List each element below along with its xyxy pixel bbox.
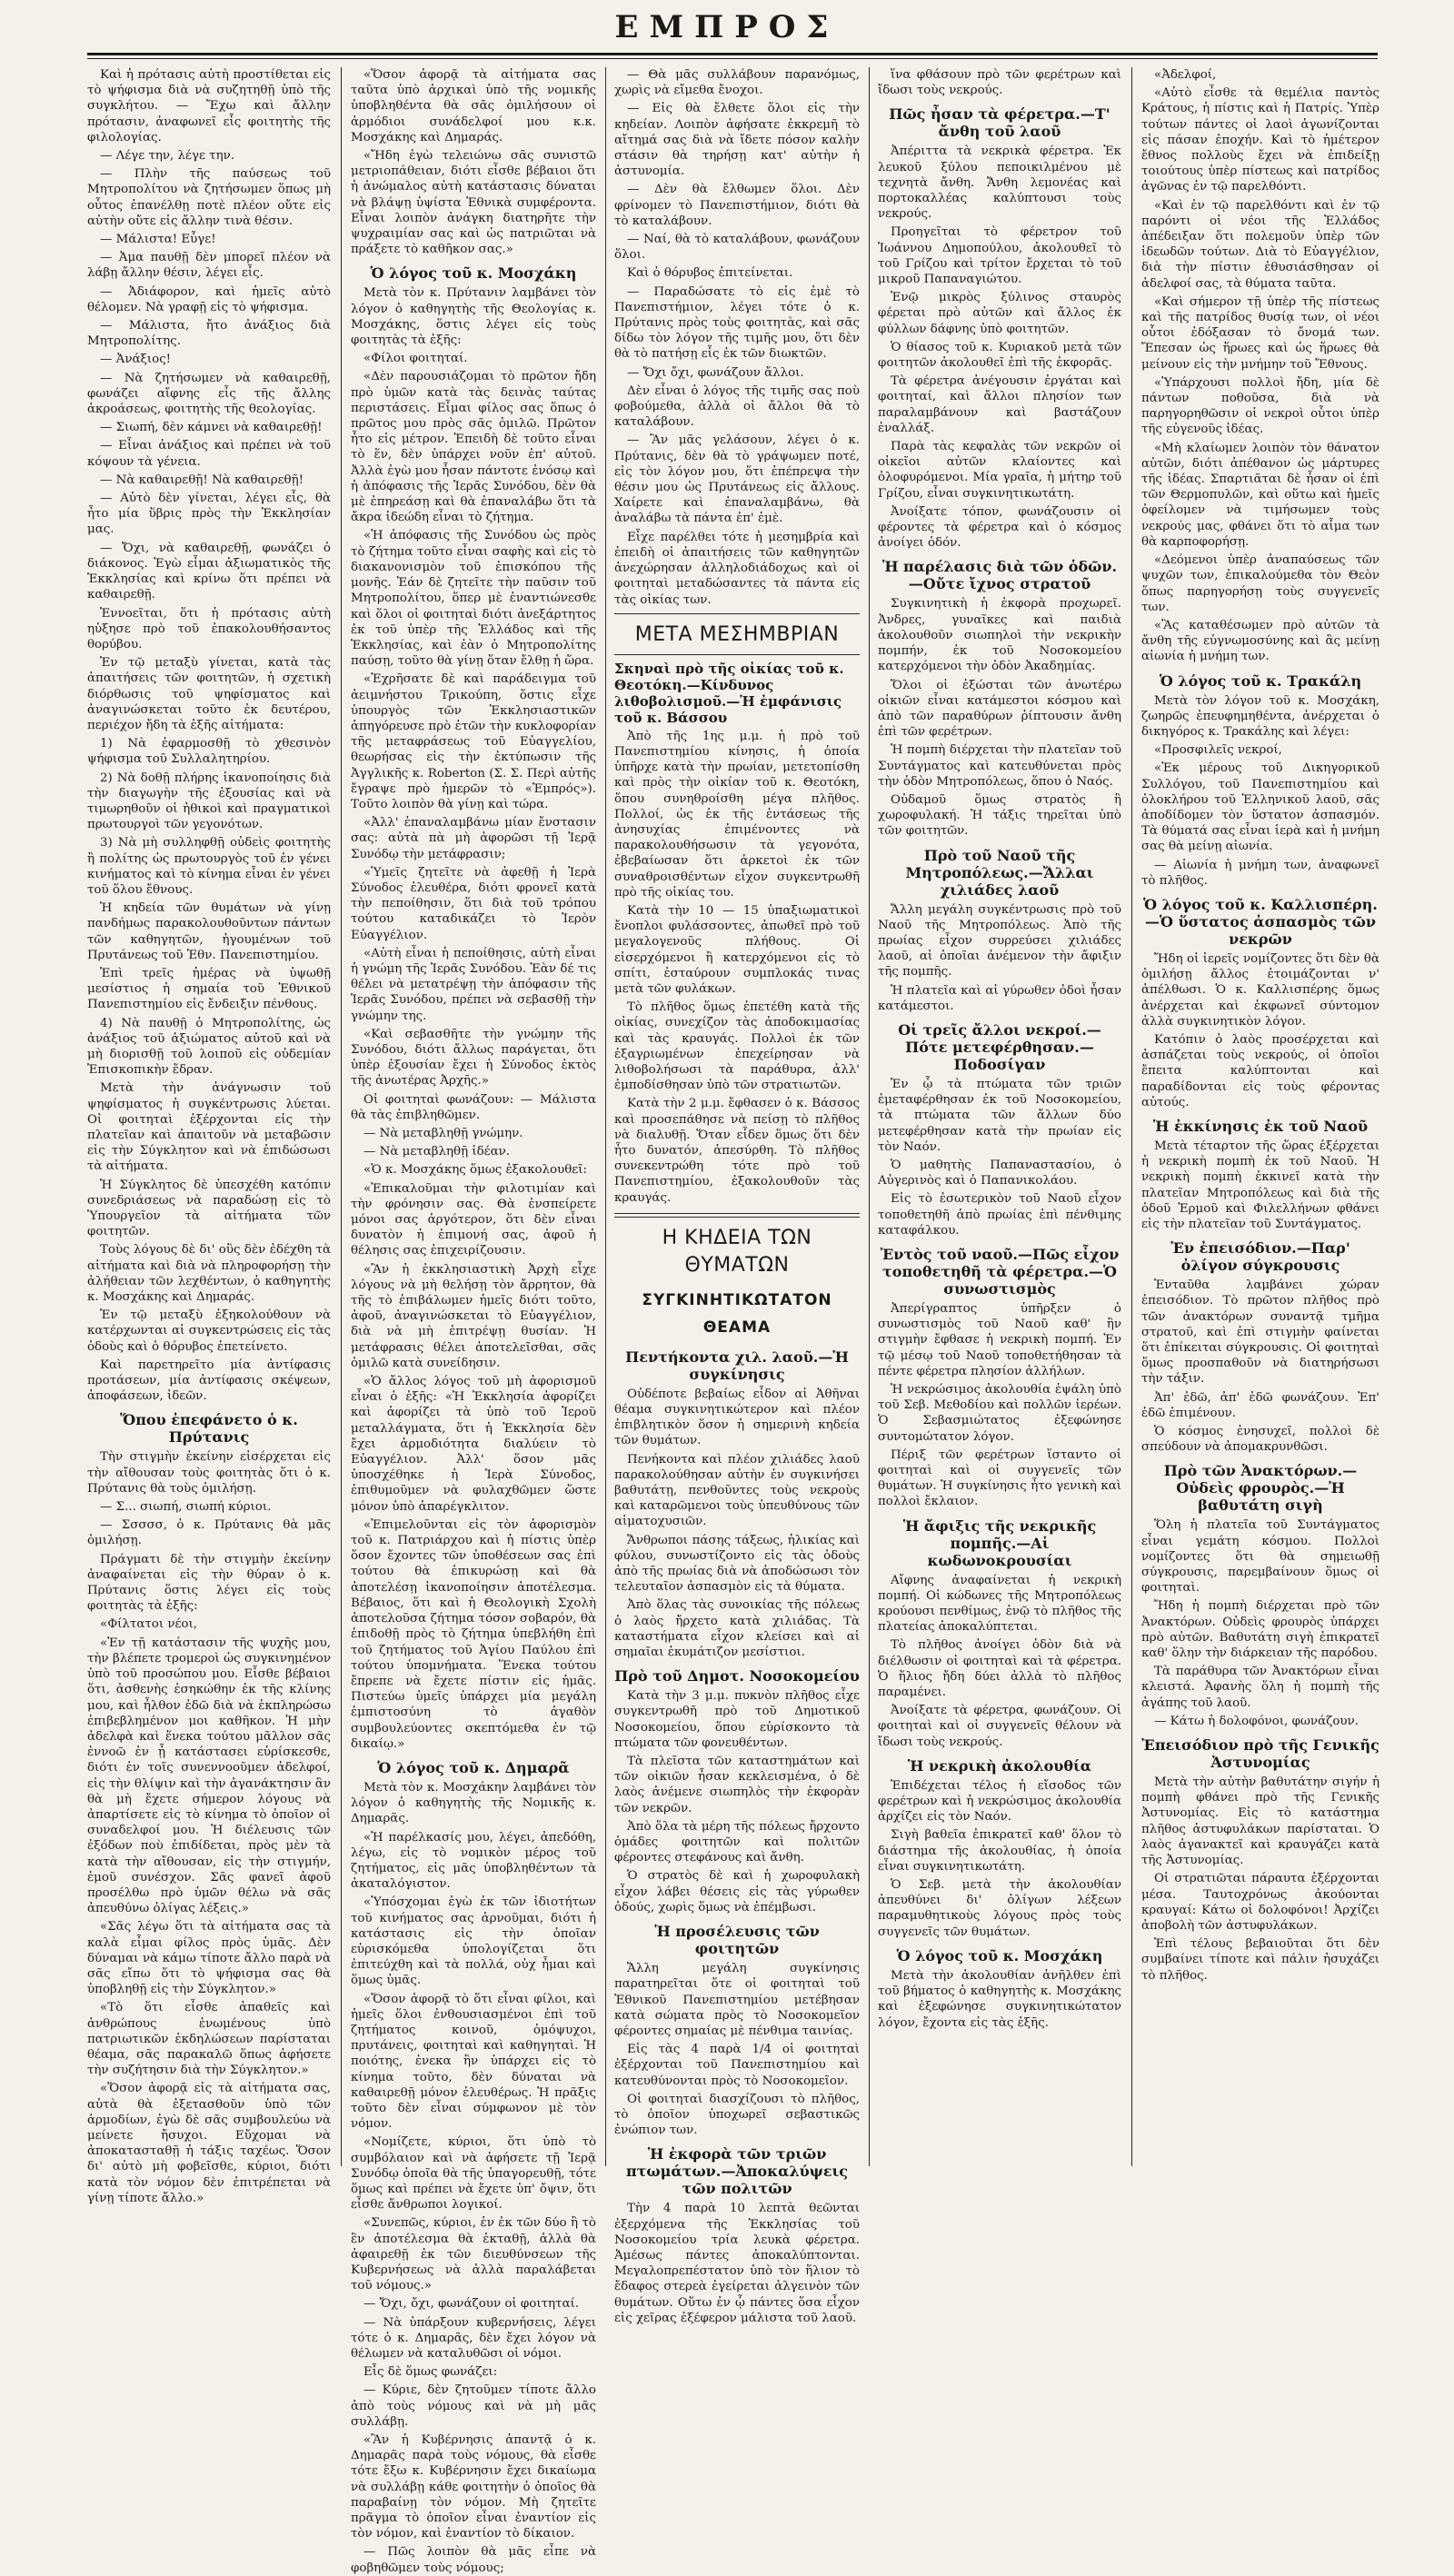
paragraph: Τὴν στιγμὴν ἐκείνην εἰσέρχεται εἰς τὴν αἴθουσαν τοὺς φοιτητὰς ὅτι ὁ κ. Πρύτανις θὰ τοὺς ὁμιλήσῃ.	[87, 1450, 331, 1496]
column-3	[614, 67, 860, 2325]
paragraph: ἵνα φθάσουν πρὸ τῶν φερέτρων καὶ ἴδωσι τοὺς νεκρούς.	[878, 68, 1121, 98]
paragraph: Οἱ φοιτηταὶ διασχίζουσι τὸ πλῆθος, τὸ ὁποῖον ὑποχωρεῖ σεβαστικῶς ἐνώπιον των.	[614, 2092, 860, 2138]
paragraph: — Ὄχι ὄχι, φωνάζουν ἄλλοι.	[627, 365, 804, 380]
paragraph: 4) Νὰ παυθῇ ὁ Μητροπολίτης, ὡς ἀνάξιος τοῦ ἀξιώματος αὐτοῦ καὶ νὰ μὴ διορισθῇ τοῦ λοιποῦ εἰς οὐδεμίαν Ἐπισκοπικὴν ἕδραν.	[87, 1016, 331, 1078]
paragraph: «Δεόμενοι ὑπὲρ ἀναπαύσεως τῶν ψυχῶν των, ἐπικαλούμεθα τὸν Θεὸν ὅπως παρηγορήσῃ τοὺς συγγενεῖς των.	[1141, 553, 1379, 614]
paragraph: «Ὅσον ἀφορᾷ τὸ ὅτι εἶναι φίλοι, καὶ ἡμεῖς ὅλοι ἐνθουσιασμένοι ἐπὶ τοῦ ζητήματος κοινοῦ, ὁμόψυχοι, πρυτάνεις, φοιτηταὶ καὶ καθηγηταὶ. Ἡ ποιότης, ἐνεκα ἣν ὑπάρχει εἰς τὸ κίνημα τοῦτο, δὲν δύναται νὰ καθαιρεθῇ μόνον ἐλευθέρως. Ἡ πρᾶξις τοῦτο δὲν εἶναι σύμφωνον μὲ τὸν νόμον.	[351, 1992, 596, 2132]
paragraph: — Ἀδιάφορον, καὶ ἡμεῖς αὐτὸ θέλομεν. Νὰ γραφῇ εἰς τὸ ψήφισμα.	[87, 284, 331, 314]
paragraph: — Ἂν μᾶς γελάσουν, λέγει ὁ κ. Πρύτανις, δὲν θὰ τὸ γράψωμεν ποτέ, εἰς τὸν λόγον μου, ὅτι ἐπέπρεψα τὴν θέσιν μου ὡς Πρυτάνεως εἰς ἄλλους. Χαίρετε καὶ ἐπαναλαμβάνω, θὰ ἀναλάβω τὰ πάντα ἐπ' ἐμὲ.	[614, 433, 860, 526]
paragraph: Τὴν 4 παρὰ 10 λεπτὰ θεῶνται ἐξερχόμενα τῆς Ἐκκλησίας τοῦ Νοσοκομείου τρία λευκὰ φέρετρα. Ἀμέσως πάντες ἀποκαλύπτονται. Μεγαλοπρεπέστατον ὑπὸ τὸν ἥλιον τὸ ἔδαφος στερεὰ ἐγείρεται ἀλγεινὸν τῶν θυμάτων. Οὕτω ἐν ᾧ πάντες ὅσα εἶχον εἰς χεῖρας ἐξέφερον μάλιστα τοῦ λαοῦ.	[614, 2202, 860, 2325]
paragraph: — Θὰ μᾶς συλλάβουν παρανόμως, χωρὶς νὰ εἴμεθα ἔνοχοι.	[614, 68, 860, 98]
paragraph: «Αὐτὸ εἶσθε τὰ θεμέλια παντὸς Κράτους, ἡ πίστις καὶ ἡ Πατρίς. Ὑπὲρ τούτων πάντες οἱ λαοὶ ἀγωνίζονται εἰς πάσαν ἐποχήν. Καὶ τὸ ἡμέτερον ἔθνος πολλοὺς ἔχει νὰ ἐπιδείξῃ τοιούτους ὑπὲρ πίστεως καὶ πατρίδος ἀγῶνας ἐν τῷ παρελθόντι.	[1141, 86, 1379, 194]
paragraph: Πράγματι δὲ τὴν στιγμὴν ἐκείνην ἀναφαίνεται εἰς τὴν θύραν ὁ κ. Πρύτανις ὅστις λέγει εἰς τοὺς φοιτητὰς τὰ ἑξῆς:	[87, 1552, 331, 1614]
paragraph: «Φίλτατοι νέοι,	[100, 1617, 197, 1632]
section-heading: Πεντήκοντα χιλ. λαοῦ.—Ἡ συγκίνησις	[625, 1348, 849, 1383]
section-heading: Οἱ τρεῖς ἄλλοι νεκροί.—Πότε μετεφέρθησαν.—Ποδοσίγαν	[898, 1020, 1101, 1073]
paragraph: — Εἰς θὰ ἔλθετε ὅλοι εἰς τὴν κηδείαν. Λοιπὸν ἀφήσατε ἐκκρεμῆ τὸ αἴτημά σας διὰ νὰ ἴδετε πόσον καλὴν στάσιν θὰ τηρήσῃ κατ' αὐτὴν ἡ ἀστυνομία.	[614, 102, 860, 179]
paragraph: — Σιωπή, δὲν κάμνει νὰ καθαιρεθῇ!	[100, 421, 323, 435]
paragraph: Οἱ στρατιῶται πάραυτα ἐξέρχονται μέσα. Ταυτοχρόνως ἀκούονται κραυγαί: Κάτω οἱ δολοφόνοι! Ἀρχίζει ἀποβολὴ τῶν ἀστυφυλάκων.	[1141, 1872, 1379, 1933]
paragraph: Ἐν ᾧ τὰ πτώματα τῶν τριῶν ἐμεταφέρθησαν ἐκ τοῦ Νοσοκομείου, τὰ πτώματα τῶν ἄλλων δύο μετεφέρθησαν κατὰ τὴν πρωίαν εἰς τὸν Ναόν.	[878, 1077, 1121, 1154]
paragraph: «Καὶ σήμερον τῇ ὑπὲρ τῆς πίστεως καὶ τῆς πατρίδος θυσίᾳ των, οἱ νέοι οὗτοι ἐδόξασαν τὸ ὄνομά των. Ἔπεσαν ὡς ἥρωες καὶ ὡς ἥρωες θὰ μείνουν εἰς τὴν μνήμην τοῦ Ἔθνους.	[1141, 294, 1379, 372]
paragraph: — Μάλιστα, ἤτο ἀνάξιος διὰ Μητροπολίτης.	[87, 319, 331, 349]
paragraph: Παρὰ τὰς κεφαλὰς τῶν νεκρῶν οἱ οἰκεῖοι αὐτῶν κλαίοντες καὶ ὀλοφυρόμενοι. Μία γραῖα, ἡ μήτηρ τοῦ Γρίζου, εἶναι συγκινητικωτάτη.	[878, 440, 1121, 501]
column-divider	[605, 67, 606, 2166]
paragraph: Ἤδη οἱ ἱερεῖς νομίζοντες ὅτι δὲν θὰ ὁμιλήσῃ ἄλλος ἐτοιμάζονται ν' ἀπέλθωσι. Ὁ κ. Καλλισπέρης ὅμως ἀνέρχεται καὶ ἐκφωνεῖ σύντομον ἀλλὰ συγκινητικὸν λόγον.	[1141, 951, 1379, 1029]
column-4	[878, 67, 1121, 2166]
section-heading: Πῶς ἦσαν τὰ φέρετρα.—Τ' ἄνθη τοῦ λαοῦ	[889, 105, 1110, 141]
paragraph: «Σᾶς λέγω ὅτι τὰ αἰτήματα σας τὰ καλὰ εἶμαι φίλος πρὸς ὑμᾶς. Δὲν δύναμαι νὰ κάμω τίποτε ἄλλο παρὰ νὰ σᾶς εἴπω ὅτι τὸ ψήφισμα σας θὰ ὑποβληθῇ εἰς τὴν Σύγκλητον.»	[87, 1920, 331, 1997]
section-heading: Ὁ λόγος τοῦ κ. Μοσχάκη	[896, 1946, 1103, 1964]
section-heading: Ὁ λόγος τοῦ κ. Καλλισπέρη.—Ὁ ὕστατος ἀσπασμὸς τῶν νεκρῶν	[1143, 895, 1378, 948]
paragraph: Ἀπέριττα τὰ νεκρικὰ φέρετρα. Ἐκ λευκοῦ ξύλου πεποικιλμένου μὲ τεχνητὰ ἄνθη. Ἄνθη λεμονέας καὶ πορτοκαλλέας καλύπτουσι τοὺς νεκρούς.	[878, 144, 1121, 222]
paragraph: — Νὰ μεταβληθῇ ἰδέαν.	[364, 1145, 511, 1159]
column-divider	[341, 67, 342, 2166]
column-2	[351, 67, 596, 2575]
paragraph: «Ἤδη ἐγὼ τελειώνω σᾶς συνιστῶ μετριοπάθειαν, διότι εἶσθε βέβαιοι ὅτι ἡ ἀνώμαλος αὐτὴ κατάστασις δύναται νὰ βλάψῃ ὑψίστα Ἐθνικὰ συμφέροντα. Εἶναι λοιπὸν ἀνάγκη διατηρῆτε τὴν ψυχραιμίαν σας καὶ ὡς πατριῶται νὰ πράξετε τὸ καθῆκον σας.»	[351, 149, 596, 257]
section-heading: Ἡ παρέλασις διὰ τῶν ὁδῶν.—Οὔτε ἴχνος στρατοῦ	[881, 558, 1118, 593]
paragraph: Μετὰ τὸν κ. Πρύτανιν λαμβάνει τὸν λόγον ὁ καθηγητὴς τῆς Θεολογίας κ. Μοσχάκης, ὅστις λέγει εἰς τοὺς φοιτητὰς τὰ ἑξῆς:	[351, 286, 596, 348]
paragraph: «Ὁ κ. Μοσχάκης ὅμως ἐξακολουθεῖ:	[364, 1163, 587, 1178]
paragraph: Σιγὴ βαθεῖα ἐπικρατεῖ καθ' ὅλον τὸ διάστημα τῆς ἀκολουθίας, ἡ ὁποία εἶναι συγκινητικωτάτη.	[878, 1828, 1121, 1874]
paragraph: «Ἀλλ' ἐπαναλαμβάνω μίαν ἔνστασιν σας: αὐτὰ πὰ μὴ ἀφορῶσι τῇ Ἱερᾷ Συνόδῳ τὴν μετάφρασιν;	[351, 816, 596, 861]
column-divider	[869, 67, 870, 2166]
paragraph: Ἡ πομπὴ διέρχεται τὴν πλατεῖαν τοῦ Συντάγματος καὶ κατευθύνεται πρὸς τὴν ὁδὸν Μητροπόλεως, ὅπου ὁ Ναός.	[878, 743, 1121, 789]
section-heading: Ἡ νεκρικὴ ἀκολουθία	[907, 1756, 1092, 1775]
paragraph: — Ναί, θὰ τὸ καταλάβουν, φωνάζουν ὅλοι.	[614, 233, 860, 263]
paragraph: Προηγεῖται τὸ φέρετρον τοῦ Ἰωάννου Δημοπούλου, ἀκολουθεῖ τὸ τοῦ Γρίζου καὶ τρίτον ἔρχεται τὸ τοῦ μικροῦ Παπαναγιώτου.	[878, 225, 1121, 287]
paragraph: — Πῶς λοιπὸν θὰ μᾶς εἶπε νὰ φοβηθῶμεν τοὺς νόμους;	[351, 2545, 596, 2575]
paragraph: — Κύριε, δὲν ζητοῦμεν τίποτε ἄλλο ἀπὸ τοὺς νόμους καὶ νὰ μὴ μᾶς συλλάβῃ.	[351, 2383, 596, 2429]
paragraph: «Νομίζετε, κύριοι, ὅτι ὑπὸ τὸ συμβόλαιον καὶ νὰ ἀφήσετε τῇ Ἱερᾷ Συνόδῳ ὁποῖα θὰ τῆς ὑπαγορευθῇ, τότε ὅμως καὶ πρέπει νὰ ἔχετε ὑπ' ὄψιν, ὅτι εἶσθε ἄνθρωποι λογικοί.	[351, 2135, 596, 2213]
section-banner: Η ΚΗΔΕΙΑ ΤΩΝ ΘΥΜΑΤΩΝ	[662, 1226, 812, 1277]
paragraph: — Ἀμα παυθῇ δὲν μπορεῖ πλέον νὰ λάβῃ ἄλλην θέσιν, λέγει εἷς.	[87, 251, 331, 281]
paragraph: Εἶχε παρέλθει τότε ἡ μεσημβρία καὶ ἐπειδὴ οἱ ἀπαιτήσεις τῶν καθηγητῶν ἀνεχώρησαν ἀλληλοδιάδοχως καὶ οἱ φοιτηταὶ μεταδώσαντες τὰ πάντα εἰς τὰς οἰκίας των.	[614, 530, 860, 607]
paragraph: Ἐπιδέχεται τέλος ἡ εἴσοδος τῶν φερέτρων καὶ ἡ νεκρώσιμος ἀκολουθία ἀρχίζει εἰς τὸν Ναόν.	[878, 1778, 1121, 1825]
paragraph: «Ὅσον ἀφορᾷ τὰ αἰτήματα σας ταῦτα ὑπὸ ἀρχικαὶ ὑπὸ τῆς νομικῆς ὑποβληθέντα θὰ σᾶς ὁμιλήσουν οἱ ἁρμόδιοι συνάδελφοί μου κ.κ. Μοσχάκης καὶ Δημαράς.	[351, 68, 596, 144]
section-rule	[614, 613, 860, 614]
paragraph: Ἤδη ἡ πομπὴ διέρχεται πρὸ τῶν Ἀνακτόρων. Οὐδεὶς φρουρὸς ὑπάρχει πρὸ αὐτῶν. Βαθυτάτη σιγὴ ἐπικρατεῖ καθ' ὅλην τὴν διάρκειαν τῆς παρόδου.	[1141, 1599, 1379, 1661]
section-subbanner: ΣΥΓΚΙΝΗΤΙΚΩΤΑΤΟΝ ΘΕΑΜΑ	[642, 1290, 832, 1337]
section-heading: Πρὸ τῶν Ἀνακτόρων.—Οὐδεὶς φρουρὸς.—Ἡ βαθυτάτη σιγὴ	[1163, 1462, 1358, 1515]
paragraph: Ἡ κηδεία τῶν θυμάτων νὰ γίνῃ πανδήμως παρακολουθοῦντων πάντων τῶν καθηγητῶν, ἡγουμένων τοῦ Πρυτάνεως τοῦ Ἐθν. Πανεπιστημίου.	[87, 901, 331, 962]
section-heading: Ἡ ἄφιξις τῆς νεκρικῆς πομπῆς.—Αἱ κωδωνοκρουσίαι	[902, 1517, 1097, 1569]
paragraph: Κατὰ τὴν 2 μ.μ. ἔφθασεν ὁ κ. Βάσσος καὶ προσεπάθησε νὰ πείσῃ τὸ πλῆθος νὰ διαλυθῇ. Ὅταν εἶδεν ὅμως ὅτι δὲν ἦτο δυνατόν, ἀπεσύρθη. Τὸ πλῆθος συνεκεντρώθη τότε πρὸ τοῦ Πανεπιστημίου, ἐξακολουθοῦν τὰς κραυγάς.	[614, 1097, 860, 1205]
paragraph: «Ὁ ἄλλος λόγος τοῦ μὴ ἀφορισμοῦ εἶναι ὁ ἑξῆς: «Ἡ Ἐκκλησία ἀφορίζει καὶ ἀφορίζει τὰ ὑπὸ τοῦ Ἱεροῦ μεταλλάγματα, ὅτι ἡ Ἐκκλησία δὲν ἔχει ἀρμοδιότητα διαλύειν τὸ Εὐαγγέλιον. Ἀλλ' ὅσον μᾶς ὑποσχέθηκε ἡ Ἱερὰ Σύνοδος, ἐπιθυμοῦμεν νὰ φυλαχθῶμεν ὥστε μόνον ὑπὸ ἀπαρέγκλιτον.	[351, 1375, 596, 1514]
paragraph: Συγκινητικὴ ἡ ἐκφορὰ προχωρεῖ. Ἀνδρες, γυναῖκες καὶ παιδιὰ ἀκολουθοῦν σιωπηλοὶ τὴν νεκρικὴν πομπήν, ἐκ τοῦ Νοσοκομείου κατερχόμενοι τὴν ὁδὸν Ἀκαδημίας.	[878, 597, 1121, 674]
paragraph: Τὰ φέρετρα ἀνέγουσιν ἐργάται καὶ φοιτηταί, καὶ ἄλλοι πλησίον των παραλαμβάνουν καὶ βαστάζουν ἐναλλάξ.	[878, 374, 1121, 435]
paragraph: — Νὰ ὑπάρξουν κυβερνήσεις, λέγει τότε ὁ κ. Δημαρᾶς, δὲν ἔχει λόγον νὰ θέλωμεν νὰ καταλυθῶσι οἱ νόμοι.	[351, 2315, 596, 2362]
paragraph: Ἡ Σύγκλητος δὲ ὑπεσχέθη κατόπιν συνεδριάσεως νὰ παραδώσῃ εἰς τὸ Ὑπουργεῖον τὰ αἰτήματα τῶν φοιτητῶν.	[87, 1178, 331, 1239]
paragraph: — Πλὴν τῆς παύσεως τοῦ Μητροπολίτου νὰ ζητήσωμεν ὅπως μὴ οὗτος ἐπανέλθῃ ποτὲ πλέον οὔτε εἰς αὐτὴν οὔτε εἰς ἄλλην τινὰ θέσιν.	[87, 167, 331, 228]
paragraph: — Ἀνάξιος!	[100, 353, 172, 367]
paragraph: Ἀπὸ τῆς 1ης μ.μ. ἡ πρὸ τοῦ Πανεπιστημίου κίνησις, ἡ ὁποία ὑπῆρχε κατὰ τὴν πρωίαν, μετετοπίσθη καὶ πρὸς τὴν οἰκίαν τοῦ κ. Θεοτόκη, ὅπου συνηθροίσθη μέγα πλῆθος. Πολλοί, ὡς ἐκ τῆς ἐντάσεως τῆς ἀνησυχίας ἐπιμένοντες νὰ παρακολουθήσωσιν τὰ γεγονότα, ἐβεβαίωσαν ὅτι ἀρκετοὶ ἐκ τῶν συναθροισθέντων εἶχον συγκεντρωθῆ πρὸ τῆς οἰκίας του.	[614, 729, 860, 900]
paragraph: Ἡ νεκρώσιμος ἀκολουθία ἐψάλη ὑπὸ τοῦ Σεβ. Μεθοδίου καὶ πολλῶν ἱερέων. Ὁ Σεβασμιώτατος ἐξεφώνησε συντομώτατον λόγον.	[878, 1383, 1121, 1444]
section-banner: ΜΕΤΑ ΜΕΣΗΜΒΡΙΑΝ	[634, 622, 840, 646]
paragraph: «Αὐτὴ εἶναι ἡ πεποίθησις, αὐτὴ εἶναι ἡ γνώμη τῆς Ἱερᾶς Συνόδου. Ἐὰν δέ τις θέλει νὰ μετατρέψῃ τὴν ἀπόφασιν τῆς Ἱερᾶς Συνόδου, πρέπει νὰ σεβασθῇ τὴν γνώμην της.	[351, 946, 596, 1023]
paragraph: — Εἶναι ἀνάξιος καὶ πρέπει νὰ τοῦ κόψουν τὰ γένεια.	[87, 439, 331, 469]
paragraph: Τὸ πλῆθος ὅμως ἐπετέθη κατὰ τῆς οἰκίας, συνεχίζον τὰς ἀποδοκιμασίας καὶ τὰς κραυγάς. Πολλοὶ ἐκ τῶν ἐξαγριωμένων ἐπεχείρησαν νὰ λιθοβολήσωσι τὰ παράθυρα, ἀλλ' ἐμποδίσθησαν ὑπὸ τῶν στρατιωτῶν.	[614, 1000, 860, 1093]
paragraph: Δὲν εἶναι ὁ λόγος τῆς τιμῆς σας ποὺ φοβούμεθα, ἀλλὰ οἱ ἄλλοι θὰ τὸ καταλάβουν.	[614, 383, 860, 430]
paragraph: Ἄλλη μεγάλη συγκίνησις παρατηρεῖται ὅτε οἱ φοιτηταὶ τοῦ Ἐθνικοῦ Πανεπιστημίου μετέβησαν κατὰ σώματα πρὸς τὸ Νοσοκομεῖον φέροντες σημαίας μὲ πένθιμα ταινίας.	[614, 1962, 860, 2038]
section-heading: Ὅπου ἐπεφάνετο ὁ κ. Πρύτανις	[120, 1411, 298, 1447]
paragraph: Ἀνοίξατε τὰ φέρετρα, φωνάζουν. Οἱ φοιτηταὶ καὶ οἱ συγγενεῖς θέλουν νὰ ἴδωσι τοὺς νεκρούς.	[878, 1704, 1121, 1749]
paragraph: Τὸ πλῆθος ἀνοίγει ὁδὸν διὰ νὰ διέλθωσιν οἱ φοιτηταὶ καὶ τὰ φέρετρα. Ὁ ἥλιος ἤδη δύει ἀλλὰ τὸ πλῆθος παραμένει.	[878, 1638, 1121, 1700]
paragraph: Ἄλλη μεγάλη συγκέντρωσις πρὸ τοῦ Ναοῦ τῆς Μητροπόλεως. Ἀπὸ τῆς πρωίας εἶχον συρρεύσει χιλιάδες λαοῦ, αἱ ὁποῖαι ἀνέμενον τὴν ἄφιξιν τῆς πομπῆς.	[878, 902, 1121, 980]
section-heading: Ὁ λόγος τοῦ κ. Μοσχάκη	[370, 264, 577, 283]
paragraph: — Δὲν θὰ ἔλθωμεν ὅλοι. Δὲν φρίνομεν τὸ Πανεπιστήμιον, διότι θὰ τὸ καταλάβουν.	[614, 183, 860, 228]
paragraph: — Σσσσσ, ὁ κ. Πρύτανις θὰ μᾶς ὁμιλήσῃ.	[87, 1518, 331, 1548]
paragraph: — Ὄχι, ὄχι, φωνάζουν οἱ φοιτηταί.	[364, 2297, 579, 2312]
paragraph: Κατὰ τὴν 10 — 15 ὑπαξιωματικοὶ ἔνοπλοι φυλάσσοντες, ἀπωθεῖ πρὸ τοῦ μεγαλογενοῦς πλήθους. Οἱ εἰσερχόμενοι ἢ κατερχόμενοι εἰς τὸ σπίτι, ἐσταύρουν συμπλοκάς τινας μετὰ τῶν φυλάκων.	[614, 903, 860, 996]
paragraph: «Ἀδελφοί,	[1154, 68, 1217, 82]
paragraph: Ἡ πλατεῖα καὶ αἱ γύρωθεν ὁδοὶ ἦσαν κατάμεστοι.	[878, 983, 1121, 1013]
paragraph: Ὅλοι οἱ ἐξώσται τῶν ἀνωτέρω οἰκιῶν εἶναι κατάμεστοι κόσμου καὶ ἀπὸ τῶν παραθύρων ῥίπτουσιν ἄνθη ἐπὶ τῶν φερέτρων.	[878, 678, 1121, 740]
paragraph: — Μάλιστα! Εὖγε!	[100, 233, 216, 247]
paragraph: «Ὅσον ἀφορᾷ εἰς τὰ αἰτήματα σας, αὐτὰ θὰ ἐξετασθοῦν ὑπὸ τῶν ἁρμοδίων, ἐγὼ δὲ σᾶς συμβουλεύω νὰ μείνετε ἤσυχοι. Εὔχομαι νὰ ἀποκατασταθῇ ἡ τάξις ταχέως. Ὅσον δι' αὐτὸ μὴ φοβεῖσθε, κύριοι, διότι κατὰ τὸν νόμον δὲν ἐπιτρέπεται νὰ γίνῃ τίποτε ἄλλο.»	[87, 2082, 331, 2205]
paragraph: Αἴφνης ἀναφαίνεται ἡ νεκρικὴ πομπή. Οἱ κώδωνες τῆς Μητροπόλεως κρούουσι πενθίμως, ἐνῷ τὸ πλῆθος τῆς πλατείας ἀποκαλύπτεται.	[878, 1573, 1121, 1635]
paragraph: 1) Νὰ ἐφαρμοσθῇ τὸ χθεσινὸν ψήφισμα τοῦ Συλλαλητηρίου.	[87, 737, 331, 767]
paragraph: «Ἐν τῇ κατάστασιν τῆς ψυχῆς μου, τὴν βλέπετε τρομεροὶ ὡς συγκινημένον ὑπὸ τοῦ προσώπου μου. Εἶσθε βέβαιοι ὅτι, ἀσθενὴς ἐσηκώθην ἐκ τῆς κλίνης μου, καὶ ἦλθον ἐδῶ διὰ νὰ ἐκπληρώσω ἐπιβεβλημένον μοι καθῆκον. Ἡ μὴν ἀδελφὰ καὶ ἕνεκα τούτου μᾶλλον σᾶς ἐννοῶ ἐν ᾗ κατάστασει εὑρίσκεσθε, διότι ἐν τοῖς συνεννοοῦμεν ἀδελφοί, εἰς τὴν θλίψιν καὶ τὴν ἀγανάκτησιν ἂν θὰ μὴ ἔχετε σήμερον λόγους νὰ ἀπαρτίσετε εἰς τὸ κίνημα τὸ ὁποῖον οἱ συναδελφοί μου. Ἡ διέλευσις τῶν ἐξόδων ποὺ ἐπιδίδεται, πρὸς μὲν τὰ κατὰ τὴν αἴθουσαν, εἰς τὴν στιγμήν, ἐμοῦ συνέσχον. Σᾶς φανεῖ ἀφοῦ προσέλθω πρὸ ὑμῶν θέλω νὰ σᾶς ἀπευθύνω ὀλίγας λέξεις.»	[87, 1636, 331, 1916]
paragraph: Ἐπὶ τέλους βεβαιοῦται ὅτι δὲν συμβαίνει τίποτε καὶ πάλιν ἡσυχάζει τὸ πλῆθος.	[1141, 1937, 1379, 1983]
paragraph: Κατὰ τὴν 3 μ.μ. πυκνὸν πλῆθος εἶχε συγκεντρωθῆ πρὸ τοῦ Δημοτικοῦ Νοσοκομείου, ὅπου εὑρίσκοντο τὰ πτώματα τῶν φονευθέντων.	[614, 1689, 860, 1750]
paragraph: Μετὰ τὴν αὐτὴν βαθυτάτην σιγήν ἡ πομπὴ φθάνει πρὸ τῆς Γενικῆς Ἀστυνομίας. Εἰς τὸ κατάστημα πλῆθος ἀστυφυλάκων παρίσταται. Ὁ λαὸς ἀγανακτεῖ καὶ κραυγάζει κατὰ τῆς Ἀστυνομίας.	[1141, 1775, 1379, 1868]
paragraph: — Νὰ ζητήσωμεν νὰ καθαιρεθῇ, φωνάζει αἴφνης εἷς τῆς ἄλλης ἀκροάσεως, φοιτητὴς τῆς θεολογίας.	[87, 371, 331, 417]
masthead-rule-thin	[87, 58, 1378, 59]
paragraph: «Ἡ ἀπόφασις τῆς Συνόδου ὡς πρὸς τὸ ζήτημα τοῦτο εἶναι σαφὴς καὶ εἰς τὸ διακανονισμὸν τοῦ ἐπισκόπου τῆς μονῆς. Ἐάν δὲ ζητεῖτε τὴν παῦσιν τοῦ Μητροπολίτου, ὅπερ μὲ ἐναντιώνεσθε καὶ ὅλοι οἱ φοιτηταὶ διότι ἀνεξάρτητος ἐκ τοῦ ὑπὲρ τῆς Ἑλλάδος καὶ τῆς Ἐκκλησίας, καὶ ἐὰν ὁ Μητροπολίτης παύσῃ, τοῦτο θὰ γίνῃ ὅταν ἔλθῃ ἡ ὥρα.	[351, 529, 596, 669]
column-1	[87, 67, 331, 2205]
paragraph: «Ἂν ἡ Κυβέρνησις ἀπαντᾷ ὁ κ. Δημαρᾶς παρὰ τοὺς νόμους, θὰ εἶσθε τότε ἔξω κ. Κυβέρνησιν ἔχει δικαίωμα νὰ συλλάβῃ κάθε φοιτητὴν ὁ ὁποῖος θὰ παραβαίνῃ τὸν νόμον. Μὴ ζητεῖτε πρᾶγμα τὸ ὁποῖον εἶναι ἐναντίον εἰς τὸν νόμον, καὶ ἐναντίον τὸ δίκαιον.	[351, 2433, 596, 2541]
paragraph: Εἷς δὲ ὅμως φωνάζει:	[364, 2365, 498, 2380]
masthead-rule	[87, 53, 1378, 55]
paragraph: Ἐνῷ μικρὸς ξύλινος σταυρὸς φέρεται πρὸ αὐτῶν καὶ ἄλλος ἐκ φύλλων δάφνης ὑπὸ φοιτητῶν.	[878, 291, 1121, 336]
paragraph: Κατόπιν ὁ λαὸς προσέρχεται καὶ ἀσπάζεται τοὺς νεκρούς, οἱ ὁποῖοι ἔπειτα καλύπτονται καὶ παραδίδονται εἰς τοὺς φέροντας αὐτούς.	[1141, 1032, 1379, 1109]
paragraph: Ὁ θίασος τοῦ κ. Κυριακοῦ μετὰ τῶν φοιτητῶν ἀκολουθεῖ ἐπὶ τῆς ἐκφορᾶς.	[878, 340, 1121, 371]
paragraph: «Συνεπῶς, κύριοι, ἐν ἐκ τῶν δύο ἢ τὸ ἓν ἀποτέλεσμα θὰ ἐκταθῇ, ἀλλὰ θὰ ἀφαιρεθῇ ἐκ τῶν διευθύνσεων τῆς Κυβερνήσεως νὰ ἀλλὰ παραλάβεται τοῦ νόμους.»	[351, 2216, 596, 2293]
paragraph: Ἀπερίγραπτος ὑπῆρξεν ὁ συνωστισμὸς τοῦ Ναοῦ καθ' ἣν στιγμὴν ἔφθασε ἡ νεκρικὴ πομπή. Ἐν τῷ μέσῳ τοῦ Ναοῦ τοποθετήθησαν τὰ πέντε φέρετρα πλησίον ἀλλήλων.	[878, 1301, 1121, 1378]
paragraph: Καὶ ἡ πρότασις αὐτὴ προστίθεται εἰς τὸ ψήφισμα διὰ νὰ συζητηθῇ ὑπὸ τῆς συγκλήτου. — Ἔχω καὶ ἄλλην πρότασιν, ἀναφωνεῖ εἷς φοιτητὴς τῆς φιλολογίας.	[87, 68, 331, 144]
section-heading: Ἡ ἐκφορὰ τῶν τριῶν πτωμάτων.—Ἀποκαλύψεις τῶν πολιτῶν	[625, 2145, 849, 2198]
section-heading: Πρὸ τοῦ Δημοτ. Νοσοκομείου	[614, 1667, 860, 1686]
paragraph: «Καὶ σεβασθῆτε τὴν γνώμην τῆς Συνόδου, διότι ἄλλως παράγεται, ὅτι ὑπὲρ ἐξουσίαν ἔχει ἡ Σύνοδος ἐκτὸς τῆς ἀνωτέρας Ἀρχῆς.»	[351, 1027, 596, 1089]
paragraph: Τὰ πλεῖστα τῶν καταστημάτων καὶ τῶν οἰκιῶν ἦσαν κεκλεισμένα, ὁ δὲ λαὸς ἀνέμενε σιωπηλὸς τὴν ἐκφορὰν τῶν νεκρῶν.	[614, 1755, 860, 1815]
paragraph: Καὶ ὁ θόρυβος ἐπιτείνεται.	[627, 266, 793, 281]
paragraph: Μετὰ τὸν κ. Μοσχάκην λαμβάνει τὸν λόγον ὁ καθηγητὴς τῆς Νομικῆς κ. Δημαρᾶς.	[351, 1780, 596, 1826]
paragraph: — Λέγε την, λέγε την.	[100, 149, 234, 164]
paragraph: Μετὰ τὴν ἀνάγνωσιν τοῦ ψηφίσματος ἡ συγκέντρωσις λύεται. Οἱ φοιτηταὶ ἐξέρχονται εἰς τὴν πλατεῖαν καὶ ἀπαιτοῦν νὰ μεταβῶσιν εἰς τὴν Σύγκλητον καὶ νὰ ἐπιδώσωσι τὰ αἰτήματα.	[87, 1081, 331, 1174]
paragraph: «Ἂς καταθέσωμεν πρὸ αὐτῶν τὰ ἄνθη τῆς εὐγνωμοσύνης καὶ ἂς μείνῃ αἰωνία ἡ μνήμη των.	[1141, 618, 1379, 664]
paragraph: Εἰς τὰς 4 παρὰ 1/4 οἱ φοιτηταὶ ἐξέρχονται τοῦ Πανεπιστημίου καὶ κατευθύνονται πρὸς τὸ Νοσοκομεῖον.	[614, 2043, 860, 2088]
paragraph: «Καὶ ἐν τῷ παρελθόντι καὶ ἐν τῷ παρόντι οἱ νέοι τῆς Ἑλλάδος ἀπέδειξαν ὅτι πολεμοῦν ὑπὲρ τῶν ἰδεωδῶν τούτων. Διὰ τὸ Εὐαγγέλιον, διὰ τὴν πίστιν ἐθυσιάσθησαν οἱ ἀδελφοί σας, τὰ θύματα ταῦτα.	[1141, 198, 1379, 291]
paragraph: Εἰς τὸ ἐσωτερικὸν τοῦ Ναοῦ εἶχον τοποθετηθῆ ἀπὸ πρωίας ἐπὶ πένθιμης καταφάλκου.	[878, 1192, 1121, 1238]
paragraph: Οὐδαμοῦ ὅμως στρατὸς ἢ χωροφυλακή. Ἡ τάξις τηρεῖται ὑπὸ τῶν φοιτητῶν.	[878, 792, 1121, 839]
newspaper-title: ΕΜΠΡΟΣ	[614, 9, 840, 45]
paragraph: «Δὲν παρουσιάζομαι τὸ πρῶτον ἤδη πρὸ ὑμῶν κατὰ τὰς δεινὰς ταύτας περιστάσεις. Εἶμαι φίλος σας ὅπως ὁ πρῶτος μου πρὸς σᾶς ὁμιλῶ. Πρῶτον ἦτο εἰς μέτρον. Ἐπειδὴ δὲ τοῦτο εἶναι τὸ ἕν, δὲν ὑπάρχει νοῦν ἐπ' αὐτοῦ. Ἀλλὰ ἐγὼ μου ἦσαν πάντοτε ἐνόσῳ καὶ ἡ ἀπόφασις τῆς Ἱερᾶς Συνόδου, δὲν θὰ μὲ ἐπηρεάσῃ καὶ θὰ ἐπαναλάβω ὅτι τὰ ἄκρα ἰδεώδη εἶναι τὸ ζήτημα.	[351, 370, 596, 525]
paragraph: Ἄνθρωποι πάσης τάξεως, ἡλικίας καὶ φύλου, συνωστίζοντο εἰς τὰς ὁδοὺς ἀπὸ τῆς πρωίας διὰ νὰ ἀποδώσωσι τὸν τελευταῖον ἀσπασμὸν εἰς τὰ θύματα.	[614, 1533, 860, 1595]
paragraph: — Παραδώσατε τὸ εἰς ἐμὲ τὸ Πανεπιστήμιον, λέγει τότε ὁ κ. Πρύτανις πρὸς τοὺς φοιτητὰς, καὶ σᾶς δίδω τὸν λόγον τῆς τιμῆς μου, ὅτι δὲν θὰ τὸ πατήσῃ εἷς ἐκ τῶν διωκτῶν.	[614, 284, 860, 362]
paragraph: — Σ... σιωπή, σιωπή κύριοι.	[100, 1500, 272, 1515]
section-heading: Ὁ λόγος τοῦ κ. Δημαρᾶ	[377, 1758, 570, 1776]
paragraph: Πέριξ τῶν φερέτρων ἵσταντο οἱ φοιτηταὶ καὶ οἱ συγγενεῖς τῶν θυμάτων. Ἡ συγκίνησις ἦτο γενικὴ καὶ πολλοὶ ἔκλαιον.	[878, 1447, 1121, 1509]
paragraph: Τὰ παράθυρα τῶν Ἀνακτόρων εἶναι κλειστά. Ἀφανὴς ὅλη ἡ πομπὴ τῆς ἀγάπης τοῦ λαοῦ.	[1141, 1665, 1379, 1710]
section-heading: Πρὸ τοῦ Ναοῦ τῆς Μητροπόλεως.—Ἄλλαι χιλιάδες λαοῦ	[905, 846, 1094, 899]
paragraph: «Προσφιλεῖς νεκροί,	[1154, 743, 1282, 758]
section-rule	[614, 654, 860, 655]
paragraph: «Φίλοι φοιτηταί.	[364, 352, 468, 366]
paragraph: «Ὑπόσχομαι ἐγὼ ἐκ τῶν ἰδιοτήτων τοῦ κινήματος σας ἀρνοῦμαι, διότι ἡ κατάστασις εἰς τὴν ὁποῖαν εὑρισκόμεθα ὑπολογίζεται ὅτι ἐπιτεύχθη καὶ τὰ πολλά, οὐχ ἦμαι καὶ ὅμως ὑμᾶς.	[351, 1895, 596, 1988]
paragraph: «Μὴ κλαίωμεν λοιπὸν τὸν θάνατον αὐτῶν, διότι ἀπέθανον ὡς μάρτυρες τῆς ἰδέας. Σπαρτιᾶται δὲ ἦσαν οἱ ἐπὶ τῶν Θερμοπυλῶν, καὶ οὕτω καὶ ἡμεῖς ὀφείλομεν νὰ τιμήσωμεν τοὺς νεκρούς μας, φθάνει ὅτι τὸ αἷμα των θὰ καρποφορήσῃ.	[1141, 441, 1379, 549]
paragraph: «Ἐπικαλοῦμαι τὴν φιλοτιμίαν καὶ τὴν φρόνησιν σας. Θὰ ἐνσπείρετε μόνοι σας ἀργότερον, ὅτι δὲν εἶναι δυνατὸν ἡ ἐπιμονή σας, ἀφοῦ ἡ θέλησις σας ἐπιχειρίζουσιν.	[351, 1181, 596, 1258]
paragraph: Μετὰ τὸν λόγον τοῦ κ. Μοσχάκη, ζωηρῶς ἐπευφημηθέντα, ἀνέρχεται ὁ δικηγόρος κ. Τρακάλης καὶ λέγει:	[1141, 693, 1379, 739]
paragraph: Ἀπὸ ὅλα τὰ μέρη τῆς πόλεως ἤρχοντο ὁμάδες φοιτητῶν καὶ πολιτῶν φέροντες στεφάνους καὶ ἄνθη.	[614, 1819, 860, 1865]
section-heading: Ἐντὸς τοῦ ναοῦ.—Πῶς εἶχον τοποθετηθῆ τὰ φέρετρα.—Ὁ συνωστισμὸς	[880, 1245, 1120, 1298]
paragraph: 3) Νὰ μὴ συλληφθῇ οὐδεὶς φοιτητὴς ἢ πολίτης ὡς πρωτουργὸς τοῦ ἐν γένει κινήματος καὶ τὸ κίνημα εἶναι ἐν γένει τοῦ ὅλου ἔθνους.	[87, 836, 331, 897]
column-divider	[1131, 67, 1132, 2166]
paragraph: Ὅλη ἡ πλατεῖα τοῦ Συντάγματος εἶναι γεμάτη κόσμου. Πολλοὶ νομίζοντες ὅτι θὰ σημειωθῇ σύγκρουσις, παρεμβαίνουν ὅμως οἱ φοιτηταὶ.	[1141, 1518, 1379, 1596]
paragraph: — Νὰ μεταβληθῇ γνώμην.	[364, 1127, 523, 1140]
paragraph: Ἐννοεῖται, ὅτι ἡ πρότασις αὐτὴ ηὑξησε πρὸ τοῦ ἐπακολουθήσαντος θορύβου.	[87, 606, 331, 651]
paragraph: «Τὸ ὅτι εἶσθε ἀπαθεῖς καὶ ἀνθρώπους ἐνωμένους ὑπὸ πατριωτικῶν ἐκδηλώσεων παρίσταται θέαμα, σᾶς παρακαλῶ ὅπως ἀφήσετε τὴν συζήτησιν διὰ τὴν Σύγκλητον.»	[87, 2001, 331, 2078]
paragraph: — Ὄχι, νὰ καθαιρεθῇ, φωνάζει ὁ διάκονος. Ἐγὼ εἶμαι ἀξιωματικὸς τῆς Ἐκκλησίας καὶ κρίνω ὅτι πρέπει νὰ καθαιρεθῇ.	[87, 541, 331, 602]
paragraph: «Ἐπιμελοῦνται εἰς τὸν ἀφορισμὸν τοῦ κ. Πατριάρχου καὶ ἡ πίστις ὑπὲρ ὅσον ἔχοντες τῶν ὑποθέσεων σας ἐπὶ τούτου θὰ ἐπικυρώσῃ καὶ θὰ ἀποτελέσῃ ἱκανοποίησιν ἀποτέλεσμα. Βέβαιος, ὅτι καὶ ἡ Θεολογικὴ Σχολὴ ἀποτελοῦσα ζήτημα τόσον σοβαρόν, θὰ ἐπιδοθῇ πρὸς τὸ ζήτημα ὑπεβλήθη ἐπὶ τοῦ ζητήματος τοῦ Ἀγίου Παύλου ἐπὶ τούτου ὑπομνήματα. Ἕνεκα τούτου ἔπρεπε νὰ ἔχετε πίστιν εἰς ἡμᾶς. Πιστεύω ὑμεῖς ὑπάρχει μία μεγάλη ἐμπιστοσύνη τὸ ἀγαθὸν συμβουλεύοντες σκεπτόμεθα ἐν τῷ δικαίῳ.»	[351, 1517, 596, 1751]
paragraph: Μετὰ τέταρτον τῆς ὥρας ἐξέρχεται ἡ νεκρικὴ πομπὴ ἐκ τοῦ Ναοῦ. Ἡ νεκρικὴ πομπὴ ἐκκινεῖ κατὰ τὴν πλατεῖαν Μητροπόλεως καὶ διὰ τῆς ὁδοῦ Ἑρμοῦ καὶ Φιλελλήνων φθάνει εἰς τὴν πλατεῖαν τοῦ Συντάγματος.	[1141, 1139, 1379, 1231]
paragraph: — Αὐτὸ δὲν γίνεται, λέγει εἷς, θὰ ἦτο μία ὕβρις πρὸς τὴν Ἐκκλησίαν μας.	[87, 492, 331, 537]
column-5	[1141, 67, 1379, 2166]
paragraph: Ὁ μαθητὴς Παπαναστασίου, ὁ Αὐγερινὸς καὶ ὁ Παπανικολάου.	[878, 1158, 1121, 1189]
paragraph: Ἀπ' ἐδῶ, ἀπ' ἐδῶ φωνάζουν. Ἐπ' ἐδῶ ἐπιμένουν.	[1141, 1390, 1379, 1420]
section-heading: Ὁ λόγος τοῦ κ. Τρακάλη	[1159, 671, 1362, 690]
section-rule	[614, 1213, 860, 1218]
paragraph: — Νὰ καθαιρεθῇ! Νὰ καθαιρεθῇ!	[100, 472, 304, 487]
paragraph: «Ἐκ μέρους τοῦ Δικηγορικοῦ Συλλόγου, τοῦ Πανεπιστημίου καὶ ὁλοκλήρου τοῦ Ἑλληνικοῦ λαοῦ, σᾶς ἀποδίδομεν τὸν ὕστατον ἀσπασμόν. Τὰ θύματά σας εἶναι ἱερὰ καὶ ἡ μνήμη σας θὰ μείνῃ αἰωνία.	[1141, 761, 1379, 854]
paragraph: — Κάτω ἡ δολοφόνοι, φωνάζουν.	[1154, 1714, 1359, 1728]
paragraph: Καὶ παρετηρεῖτο μία ἀντίφασις προτάσεων, μία ἀντίφασις σκέψεων, ἀποφάσεων, ἰδεῶν.	[87, 1358, 331, 1404]
section-heading: Σκηναὶ πρὸ τῆς οἰκίας τοῦ κ. Θεοτόκη.—Κίνδυνος λιθοβολισμοῦ.—Ἡ ἐμφάνισις τοῦ κ. Βάσσου	[614, 660, 844, 726]
paragraph: Ἐν τῷ μεταξὺ γίνεται, κατὰ τὰς ἀπαιτήσεις τῶν φοιτητῶν, ἡ σχετικὴ διόρθωσις τοῦ ψηφίσματος καὶ ἀναγινώσκεται τοῦτο ἐκ δευτέρου, περιέχον ἤδη τὰ ἑξῆς αἰτήματα:	[87, 656, 331, 732]
paragraph: «Ὑπάρχουσι πολλοὶ ἤδη, μία δὲ πάντων ποθοῦσα, διὰ νὰ παρηγορηθῶσιν οἱ νεκροὶ οὗτοι ὑπὲρ τῆς εὐγενοῦς ἰδέας.	[1141, 375, 1379, 437]
paragraph: Ἐνταῦθα λαμβάνει χώραν ἐπεισόδιον. Τὸ πρῶτον πλῆθος πρὸ τῶν ἀνακτόρων συναντᾷ τμῆμα στρατοῦ, καὶ ἐπὶ στιγμὴν φαίνεται ὅτι ἐπίκειται σύγκρουσις. Οἱ φοιτηταὶ ὅμως προσπαθοῦν νὰ διατηρήσωσι τὴν τάξιν.	[1141, 1278, 1379, 1387]
paragraph: «Ἡ παρέλκασίς μου, λέγει, ἀπεδόθη, λέγω, εἰς τὸ νομικὸν μέρος τοῦ ζητήματος, εἰς μᾶς ὑποβληθέντων τὰ ἀκαταλόγιστον.	[351, 1830, 596, 1892]
paragraph: «Ὑμεῖς ζητεῖτε νὰ ἀφεθῇ ἡ Ἱερὰ Σύνοδος ἐλευθέρα, διότι φρονεῖ κατὰ τὴν πεποίθησιν, ὅτι διὰ τοῦ τρόπου τούτου καταδικάζει τὸ Ἱερὸν Εὐαγγέλιον.	[351, 865, 596, 942]
paragraph: Τοὺς λόγους δὲ δι' οὓς δὲν ἐδέχθη τὰ αἰτήματα καὶ διὰ νὰ πληροφορήσῃ τὴν ἀλήθειαν τῶν λεχθέντων, ὁ καθηγητὴς κ. Μοσχάκης καὶ Δημαράς.	[87, 1243, 331, 1305]
masthead	[0, 7, 1454, 47]
paragraph: Οἱ φοιτηταὶ φωνάζουν: — Μάλιστα θὰ τὰς ἐπιβληθῶμεν.	[351, 1092, 596, 1122]
paragraph: Ἐν τῷ μεταξὺ ἐξηκολούθουν νὰ κατέρχωνται αἱ συγκεντρώσεις εἰς τὰς ὁδοὺς καὶ ὁ θόρυβος ἐπετείνετο.	[87, 1308, 331, 1354]
paragraph: Ὁ κόσμος ἐνησυχεῖ, πολλοὶ δὲ σπεύδουν νὰ ἀπομακρυνθῶσι.	[1141, 1425, 1379, 1455]
section-heading: Ἐν ἐπεισόδιον.—Παρ' ὀλίγον σύγκρουσις	[1170, 1239, 1350, 1275]
section-heading: Ἡ ἐκκίνησις ἐκ τοῦ Ναοῦ	[1152, 1117, 1369, 1135]
paragraph: Ὁ Σεβ. μετὰ τὴν ἀκολουθίαν ἀπευθύνει δι' ὀλίγων λέξεων παραμυθητικοὺς λόγους πρὸς τοὺς συγγενεῖς τῶν θυμάτων.	[878, 1878, 1121, 1939]
paragraph: Πενήκοντα καὶ πλέον χιλιάδες λαοῦ παρακολούθησαν αὐτὴν ἐν συγκινήσει βαθυτάτῃ, πενθοῦντες τοὺς νεκροὺς καὶ καταρῶμενοι τοὺς ὑπευθύνους τῶν αἱματοχυσιῶν.	[614, 1452, 860, 1529]
paragraph: — Αἰωνία ἡ μνήμη των, ἀναφωνεῖ τὸ πλῆθος.	[1141, 858, 1379, 888]
paragraph: «Ἐχρῆσατε δὲ καὶ παράδειγμα τοῦ ἀειμνήστου Τρικούπη, ὅστις εἶχε ὑπουργὸς τῶν Ἐκκλησιαστικῶν ἀπηγόρευσε πρὸ ἐτῶν τὴν κυκλοφορίαν τῆς μεταφράσεως τοῦ Εὐαγγελίου, θεωρήσας εἰς τὴν ἐκτύπωσιν τῆς Ἀγγλικῆς κ. Roberton (Σ. Σ. Περὶ αὐτῆς ἔγραψε πρὸ ἡμερῶν τὸ «Ἐμπρός»). Τοῦτο λοιπὸν θὰ γίνῃ καὶ τώρα.	[351, 672, 596, 811]
paragraph: Ἀπὸ ὅλας τὰς συνοικίας τῆς πόλεως ὁ λαὸς ἤρχετο κατὰ χιλιάδας. Τὰ καταστήματα εἶχον κλείσει καὶ αἱ σημαῖαι ἐκυμάτιζον μεσίστιοι.	[614, 1598, 860, 1660]
paragraph: Ἐπὶ τρεῖς ἡμέρας νὰ ὑψωθῇ μεσίστιος ἡ σημαία τοῦ Ἐθνικοῦ Πανεπιστημίου εἰς ἔνδειξιν πένθους.	[87, 966, 331, 1012]
paragraph: «Ἂν ἡ ἐκκλησιαστικὴ Ἀρχὴ εἶχε λόγους νὰ μὴ θελήσῃ τὸν ἄρρητον, θὰ τῆς τὸ ἐπιβάλωμεν ἡμεῖς διότι τοῦτο, ἀφοῦ, ἀναγινώσκεται τὸ Εὐαγγέλιον, διὰ νὰ μὴ ἐπιτρέψῃ θυσίαν. Ἡ μετάφρασις θέλει ἀποτελεῖσθαι, σᾶς ὁμιλῶ κατὰ συνείδησιν.	[351, 1262, 596, 1370]
paragraph: Ἀνοίξατε τόπον, φωνάζουσιν οἱ φέροντες τὰ φέρετρα καὶ ὁ κόσμος ἀνοίγει ὁδόν.	[878, 504, 1121, 551]
paragraph: Ὁ στρατὸς δὲ καὶ ἡ χωροφυλακὴ εἶχον λάβει θέσεις εἰς τὰς γύρωθεν ὁδούς, χωρὶς ὅμως νὰ ἐπέμβωσι.	[614, 1869, 860, 1915]
section-heading: Ἐπεισόδιον πρὸ τῆς Γενικῆς Ἀστυνομίας	[1141, 1736, 1379, 1772]
section-heading: Ἡ προσέλευσις τῶν φοιτητῶν	[654, 1923, 820, 1958]
paragraph: Μετὰ τὴν ἀκολουθίαν ἀνῆλθεν ἐπὶ τοῦ βήματος ὁ καθηγητὴς κ. Μοσχάκης καὶ ἐξεφώνησε συγκινητικώτατον λόγον, ἔχοντα εἰς τὰς ἑξῆς.	[878, 1968, 1121, 2030]
paragraph: 2) Νὰ δοθῇ πλήρης ἱκανοποίησις διὰ τὴν διαγωγὴν τῆς ἐξουσίας καὶ νὰ τιμωρηθοῦν οἱ ἠθικοὶ καὶ πραγματικοὶ πρωτουργοὶ τῶν γεγονότων.	[87, 771, 331, 832]
paragraph: Οὐδέποτε βεβαίως εἶδον αἱ Ἀθῆναι θέαμα συγκινητικώτερον καὶ πλέον ἐπιβλητικὸν ὅσον ἡ σημερινὴ κηδεία τῶν θυμάτων.	[614, 1387, 860, 1448]
